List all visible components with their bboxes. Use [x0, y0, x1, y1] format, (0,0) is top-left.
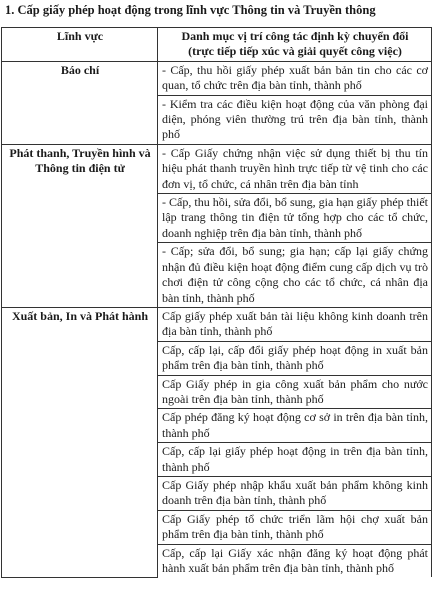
- table-cell-item: Cấp phép đăng ký hoạt động cơ sở in trên địa bàn tỉnh, thành phố: [158, 409, 432, 443]
- table-row: [2, 61, 432, 95]
- table-row: [2, 144, 432, 193]
- document-title: 1. Cấp giấy phép hoạt động trong lĩnh vực Thông tin và Truyền thông: [5, 3, 376, 17]
- job-position-table: [1, 27, 432, 578]
- table-cell-item: Cấp, cấp lại Giấy xác nhận đăng ký hoạt động phát hành xuất bản phẩm trên địa bàn tỉnh, thành phố: [158, 544, 432, 577]
- field-publishing: Xuất bản, In và Phát hành: [2, 307, 158, 577]
- table-cell-item: Cấp, cấp lại, cấp đổi giấy phép hoạt động in xuất bản phẩm trên địa bàn tỉnh, thành phố: [158, 341, 432, 375]
- table-cell-item: - Cấp, thu hồi giấy phép xuất bản bản tin cho các cơ quan, tổ chức trên địa bàn tỉnh, thành phố: [158, 61, 432, 95]
- table-cell-item: Cấp, cấp lại giấy phép hoạt động in trên địa bàn tỉnh, thành phố: [158, 443, 432, 477]
- field-broadcasting: Phát thanh, Truyền hình và Thông tin điện tử: [2, 144, 158, 307]
- header-field: Lĩnh vực: [2, 28, 158, 62]
- header-positions: [158, 28, 432, 62]
- table-cell-item: - Cấp, thu hồi, sửa đổi, bổ sung, gia hạn giấy phép thiết lập trang thông tin điện tử tổng hợp cho các tổ chức, doanh nghiệp trên địa bàn tỉnh, thành phố: [158, 194, 432, 243]
- table-cell-item: - Cấp; sửa đổi, bổ sung; gia hạn; cấp lại giấy chứng nhận đủ điều kiện hoạt động điểm cung cấp dịch vụ trò chơi điện tử công cộng cho các tổ chức, cá nhân địa bàn tỉnh, thành phố: [158, 243, 432, 308]
- field-press: Báo chí: [2, 61, 158, 144]
- table-cell-item: Cấp Giấy phép tổ chức triển lãm hội chợ xuất bản phẩm trên địa bàn tỉnh, thành phố: [158, 510, 432, 544]
- table-cell-item: - Kiểm tra các điều kiện hoạt động của văn phòng đại diện, phóng viên thường trú trên địa bàn tỉnh, thành phố: [158, 95, 432, 144]
- table-row: [2, 307, 432, 341]
- table-cell-item: Cấp Giấy phép nhập khẩu xuất bản phẩm không kinh doanh trên địa bàn tỉnh, thành phố: [158, 476, 432, 510]
- table-cell-item: Cấp Giấy phép in gia công xuất bản phẩm cho nước ngoài trên địa bàn tỉnh, thành phố: [158, 375, 432, 409]
- table-cell-item: Cấp giấy phép xuất bản tài liệu không kinh doanh trên địa bàn tỉnh, thành phố: [158, 307, 432, 341]
- header-positions-title: Danh mục vị trí công tác định kỳ chuyển đổi: [181, 29, 409, 43]
- header-positions-note: (trực tiếp tiếp xúc và giải quyết công việc): [188, 44, 402, 59]
- table-cell-item: - Cấp Giấy chứng nhận việc sử dụng thiết bị thu tín hiệu phát thanh truyền hình trực tiếp từ vệ tinh cho các đơn vị, tổ chức, cá nhân trên địa bàn tỉnh: [158, 144, 432, 193]
- table-header-row: [2, 28, 432, 62]
